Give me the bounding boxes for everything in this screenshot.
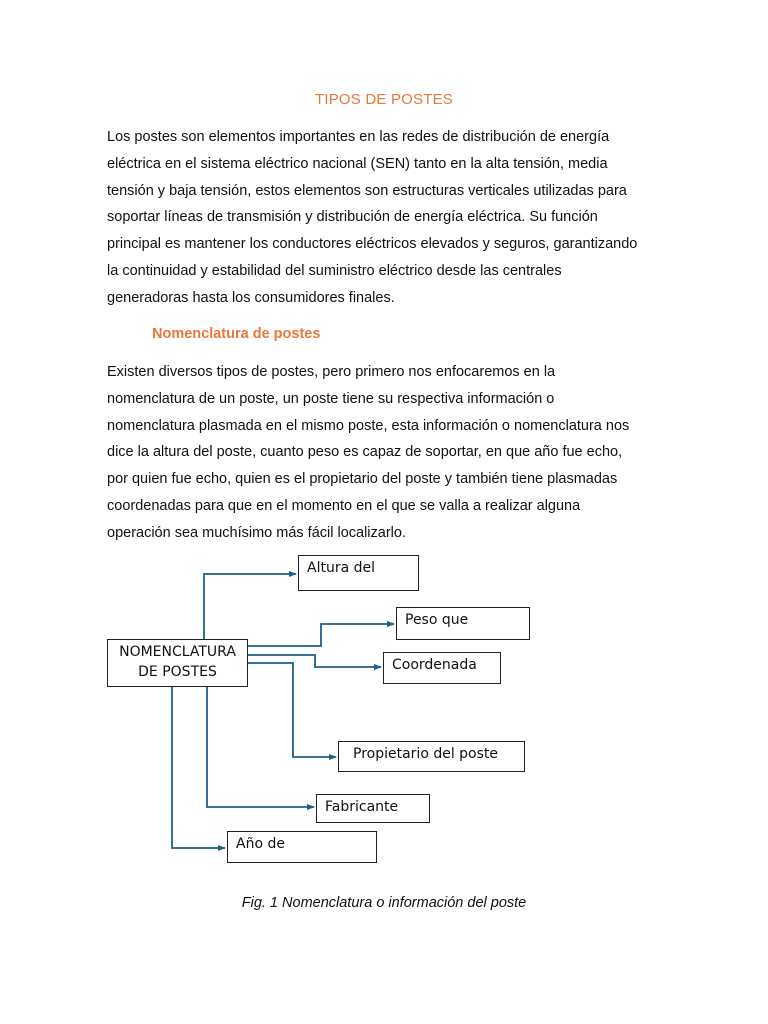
paragraph-line: Los postes son elementos importantes en las redes de distribución de energía xyxy=(107,129,610,145)
paragraph-line: generadoras hasta los consumidores finales. xyxy=(107,289,395,306)
paragraph-line: Existen diversos tipos de postes, pero primero nos enfocaremos en la xyxy=(107,364,556,380)
paragraph-line: dice la altura del poste, cuanto peso es capaz de soportar, en que año fue echo, xyxy=(107,444,623,461)
figure-caption: Fig. 1 Nomenclatura o información del poste xyxy=(241,895,527,911)
node-coordenada-box xyxy=(383,652,501,684)
paragraph-line: soportar líneas de transmisión y distribución de energía eléctrica. Su función xyxy=(107,209,598,226)
node-fabricante-label: Fabricante xyxy=(325,799,399,815)
connector-coordenada xyxy=(247,655,381,667)
root-node-box xyxy=(107,639,248,687)
paragraph-line: nomenclatura plasmada en el mismo poste, esta información o nomenclatura nos xyxy=(107,417,630,434)
paragraph-line: nomenclatura de un poste, un poste tiene su respectiva información o xyxy=(107,390,555,407)
node-altura-box xyxy=(298,555,419,591)
paragraph-line: operación sea muchísimo más fácil localizarlo. xyxy=(107,524,406,541)
paragraph-line: tensión y baja tensión, estos elementos son estructuras verticales utilizadas para xyxy=(107,182,627,199)
connector-peso xyxy=(247,624,394,646)
paragraph-line: la continuidad y estabilidad del suministro eléctrico desde las centrales xyxy=(107,262,562,279)
section-heading: Nomenclatura de postes xyxy=(152,326,321,342)
page-title: TIPOS DE POSTES xyxy=(314,91,454,108)
node-coordenada-label: Coordenada xyxy=(392,657,477,673)
body-paragraph xyxy=(107,359,667,547)
node-anio-label: Año de xyxy=(236,836,285,852)
node-peso-box xyxy=(396,607,530,640)
intro-paragraph xyxy=(107,124,667,312)
node-propietario-label: Propietario del poste xyxy=(353,746,499,762)
node-propietario-box xyxy=(338,741,525,772)
root-node-label: NOMENCLATURA DE POSTES xyxy=(119,644,236,680)
connector-propietario xyxy=(247,663,336,757)
paragraph-line: eléctrica en el sistema eléctrico nacional (SEN) tanto en la alta tensión, media xyxy=(107,155,608,172)
connector-altura xyxy=(204,574,296,640)
paragraph-line: coordenadas para que en el momento en el que se valla a realizar alguna xyxy=(107,497,581,514)
paragraph-line: principal es mantener los conductores eléctricos elevados y seguros, garantizando xyxy=(107,236,638,253)
node-fabricante-box xyxy=(316,794,430,823)
node-altura-label: Altura del xyxy=(307,560,376,576)
node-peso-label: Peso que xyxy=(405,612,469,628)
connector-anio xyxy=(172,686,225,848)
paragraph-line: por quien fue echo, quien es el propietario del poste y también tiene plasmadas xyxy=(107,471,618,488)
connector-fabricante xyxy=(207,686,314,807)
node-anio-box xyxy=(227,831,377,863)
